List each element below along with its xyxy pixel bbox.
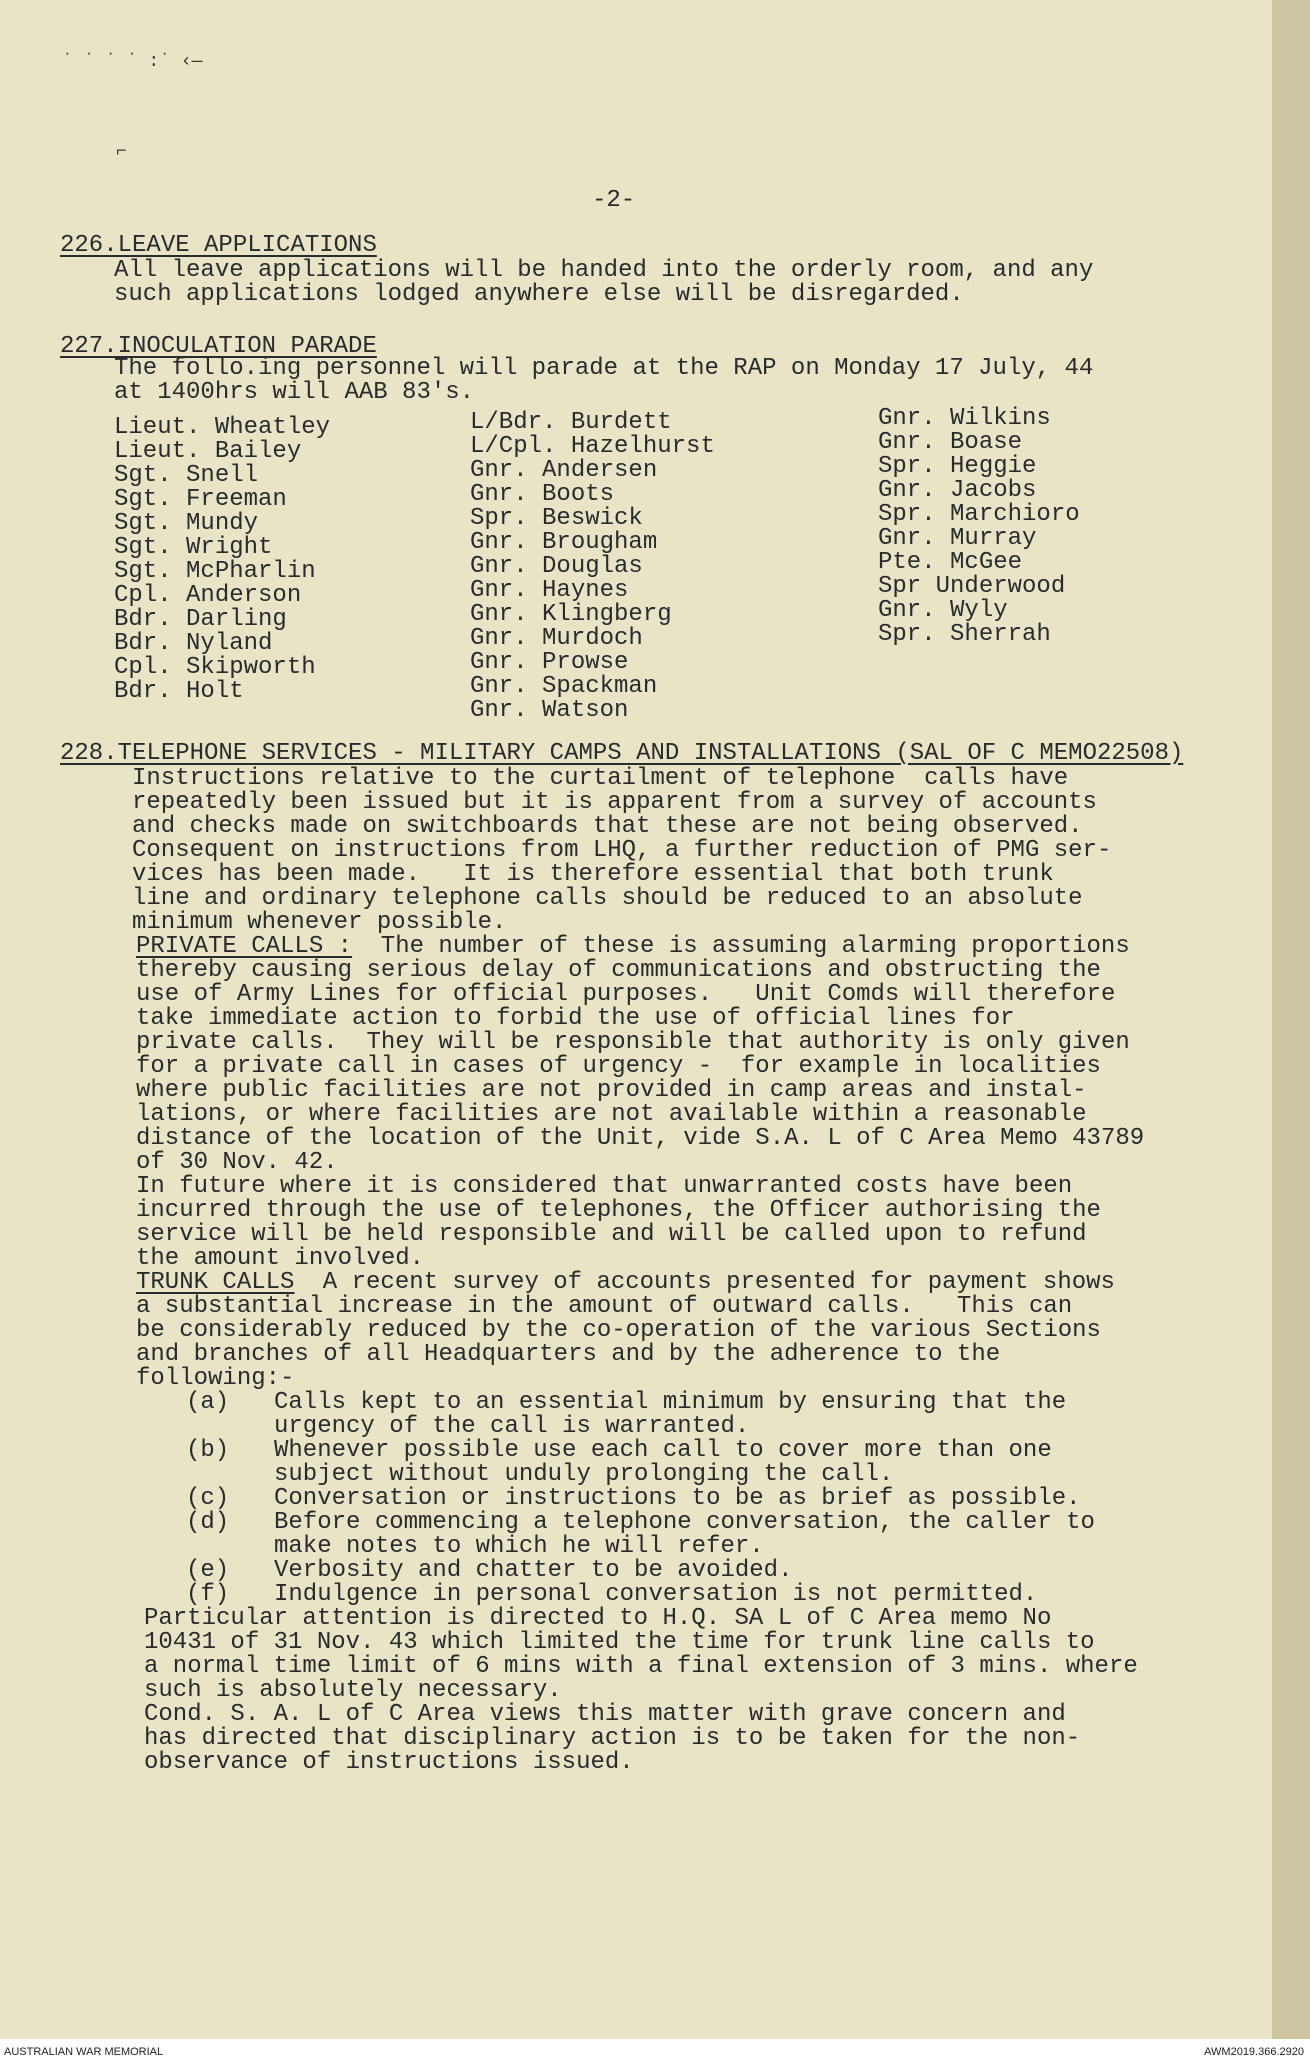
list-item-text: Verbosity and chatter to be avoided.	[274, 1557, 793, 1584]
list-item-label: (b)	[186, 1437, 230, 1464]
page-edge	[1272, 0, 1310, 2039]
personnel-name: Spr. Sherrah	[878, 621, 1051, 648]
footer-reference: AWM2019.366.2920	[1204, 2046, 1304, 2058]
section-226-line: such applications lodged anywhere else will be disregarded.	[114, 281, 964, 308]
personnel-name: Sgt. Freeman	[114, 486, 287, 513]
personnel-name: Gnr. Boots	[470, 481, 615, 508]
closing-line: 10431 of 31 Nov. 43 which limited the time for trunk line calls to	[144, 1629, 1095, 1656]
personnel-name: Gnr. Brougham	[470, 529, 658, 556]
closing-line: Cond. S. A. L of C Area views this matter with grave concern and	[144, 1701, 1066, 1728]
trunk-calls-label: TRUNK CALLS	[136, 1269, 295, 1296]
personnel-name: Sgt. Wright	[114, 534, 273, 561]
private-calls-line: The number of these is assuming alarming proportions	[352, 933, 1130, 960]
private-calls-line: where public facilities are not provided in camp areas and instal-	[136, 1077, 1087, 1104]
personnel-name: Gnr. Jacobs	[878, 477, 1037, 504]
list-item-text: Before commencing a telephone conversation, the caller to	[274, 1509, 1095, 1536]
list-item-label: (c)	[186, 1485, 230, 1512]
telephone-intro-line: line and ordinary telephone calls should be reduced to an absolute	[132, 885, 1083, 912]
private-calls-line: lations, or where facilities are not available within a reasonable	[136, 1101, 1087, 1128]
list-item-text: Calls kept to an essential minimum by ensuring that the	[274, 1389, 1067, 1416]
personnel-name: Gnr. Wyly	[878, 597, 1008, 624]
closing-line: a normal time limit of 6 mins with a final extension of 3 mins. where	[144, 1653, 1138, 1680]
personnel-name: Spr. Marchioro	[878, 501, 1080, 528]
personnel-name: Gnr. Wilkins	[878, 405, 1051, 432]
private-calls-line: use of Army Lines for official purposes. Unit Comds will therefore	[136, 981, 1116, 1008]
list-item-label: (d)	[186, 1509, 230, 1536]
personnel-name: Gnr. Klingberg	[470, 601, 672, 628]
personnel-name: L/Cpl. Hazelhurst	[470, 433, 715, 460]
personnel-name: Gnr. Watson	[470, 697, 629, 724]
personnel-name: Bdr. Darling	[114, 606, 287, 633]
personnel-name: Sgt. Mundy	[114, 510, 259, 537]
private-calls-line: incurred through the use of telephones, the Officer authorising the	[136, 1197, 1101, 1224]
personnel-name: Gnr. Spackman	[470, 673, 658, 700]
personnel-name: Gnr. Douglas	[470, 553, 643, 580]
list-item-text: urgency of the call is warranted.	[274, 1413, 750, 1440]
trunk-calls-line: following:-	[136, 1365, 295, 1392]
private-calls-line: the amount involved.	[136, 1245, 425, 1272]
telephone-intro-line: vices has been made. It is therefore essential that both trunk	[132, 861, 1054, 888]
personnel-column-1	[114, 416, 330, 704]
list-item-text: Indulgence in personal conversation is not permitted.	[274, 1581, 1038, 1608]
personnel-name: Cpl. Skipworth	[114, 654, 316, 681]
private-calls-line: take immediate action to forbid the use of official lines for	[136, 1005, 1015, 1032]
section-228-heading: 228.TELEPHONE SERVICES - MILITARY CAMPS AND INSTALLATIONS (SAL OF C MEMO22508)	[60, 740, 1184, 767]
section-226-heading: 226.LEAVE APPLICATIONS	[60, 232, 377, 259]
personnel-name: Spr. Heggie	[878, 453, 1037, 480]
private-calls-line: In future where it is considered that unwarranted costs have been	[136, 1173, 1073, 1200]
personnel-column-3	[878, 407, 1080, 647]
ink-smudge: ˙ ˙ ˙ ˙ :˙ ‹—	[62, 52, 203, 72]
personnel-name: Gnr. Andersen	[470, 457, 658, 484]
personnel-name: Bdr. Holt	[114, 678, 244, 705]
ink-smudge: ⌐	[116, 142, 127, 162]
closing-line: observance of instructions issued.	[144, 1749, 634, 1776]
personnel-name: Sgt. Snell	[114, 462, 259, 489]
list-item-text: Whenever possible use each call to cover more than one	[274, 1437, 1052, 1464]
private-calls-line: of 30 Nov. 42.	[136, 1149, 338, 1176]
footer-source: AUSTRALIAN WAR MEMORIAL	[4, 2046, 164, 2058]
personnel-name: Sgt. McPharlin	[114, 558, 316, 585]
page-number: -2-	[592, 187, 636, 214]
section-227-line: at 1400hrs will AAB 83's.	[114, 379, 475, 406]
list-item-text: make notes to which he will refer.	[274, 1533, 764, 1560]
list-item-label: (f)	[186, 1581, 230, 1608]
personnel-column-2	[470, 411, 715, 723]
private-calls-line: for a private call in cases of urgency - for example in localities	[136, 1053, 1101, 1080]
personnel-name: Bdr. Nyland	[114, 630, 273, 657]
private-calls-line: service will be held responsible and will be called upon to refund	[136, 1221, 1087, 1248]
personnel-name: Cpl. Anderson	[114, 582, 302, 609]
list-item-label: (a)	[186, 1389, 230, 1416]
footer	[0, 2041, 1310, 2061]
section-226-line: All leave applications will be handed into the orderly room, and any	[114, 257, 1094, 284]
personnel-name: Gnr. Prowse	[470, 649, 629, 676]
trunk-calls-line: a substantial increase in the amount of outward calls. This can	[136, 1293, 1073, 1320]
personnel-name: Lieut. Wheatley	[114, 414, 331, 441]
personnel-name: L/Bdr. Burdett	[470, 409, 672, 436]
telephone-intro-line: and checks made on switchboards that these are not being observed.	[132, 813, 1083, 840]
list-item-text: subject without unduly prolonging the call.	[274, 1461, 894, 1488]
trunk-calls-line: A recent survey of accounts presented for payment shows	[294, 1269, 1115, 1296]
personnel-name: Lieut. Bailey	[114, 438, 302, 465]
list-item-label: (e)	[186, 1557, 230, 1584]
list-item-text: Conversation or instructions to be as brief as possible.	[274, 1485, 1081, 1512]
personnel-name: Spr Underwood	[878, 573, 1066, 600]
section-227-line: The follo.ing personnel will parade at the RAP on Monday 17 July, 44	[114, 355, 1094, 382]
section-227-heading: 227.INOCULATION PARADE	[60, 333, 377, 360]
closing-line: has directed that disciplinary action is to be taken for the non-	[144, 1725, 1081, 1752]
telephone-intro-line: Consequent on instructions from LHQ, a further reduction of PMG ser-	[132, 837, 1112, 864]
personnel-name: Gnr. Murdoch	[470, 625, 643, 652]
private-calls-label: PRIVATE CALLS :	[136, 933, 353, 960]
personnel-name: Pte. McGee	[878, 549, 1023, 576]
closing-line: Particular attention is directed to H.Q. SA L of C Area memo No	[144, 1605, 1052, 1632]
trunk-calls-line: be considerably reduced by the co-operation of the various Sections	[136, 1317, 1101, 1344]
private-calls-line: thereby causing serious delay of communications and obstructing the	[136, 957, 1101, 984]
private-calls-line: private calls. They will be responsible that authority is only given	[136, 1029, 1130, 1056]
personnel-name: Gnr. Boase	[878, 429, 1023, 456]
personnel-name: Spr. Beswick	[470, 505, 643, 532]
personnel-name: Gnr. Haynes	[470, 577, 629, 604]
closing-line: such is absolutely necessary.	[144, 1677, 562, 1704]
private-calls-line: distance of the location of the Unit, vide S.A. L of C Area Memo 43789	[136, 1125, 1145, 1152]
telephone-intro-line: Instructions relative to the curtailment of telephone calls have	[132, 765, 1069, 792]
trunk-calls-line: and branches of all Headquarters and by the adherence to the	[136, 1341, 1001, 1368]
telephone-intro-line: minimum whenever possible.	[132, 909, 507, 936]
telephone-intro-line: repeatedly been issued but it is apparent from a survey of accounts	[132, 789, 1097, 816]
personnel-name: Gnr. Murray	[878, 525, 1037, 552]
